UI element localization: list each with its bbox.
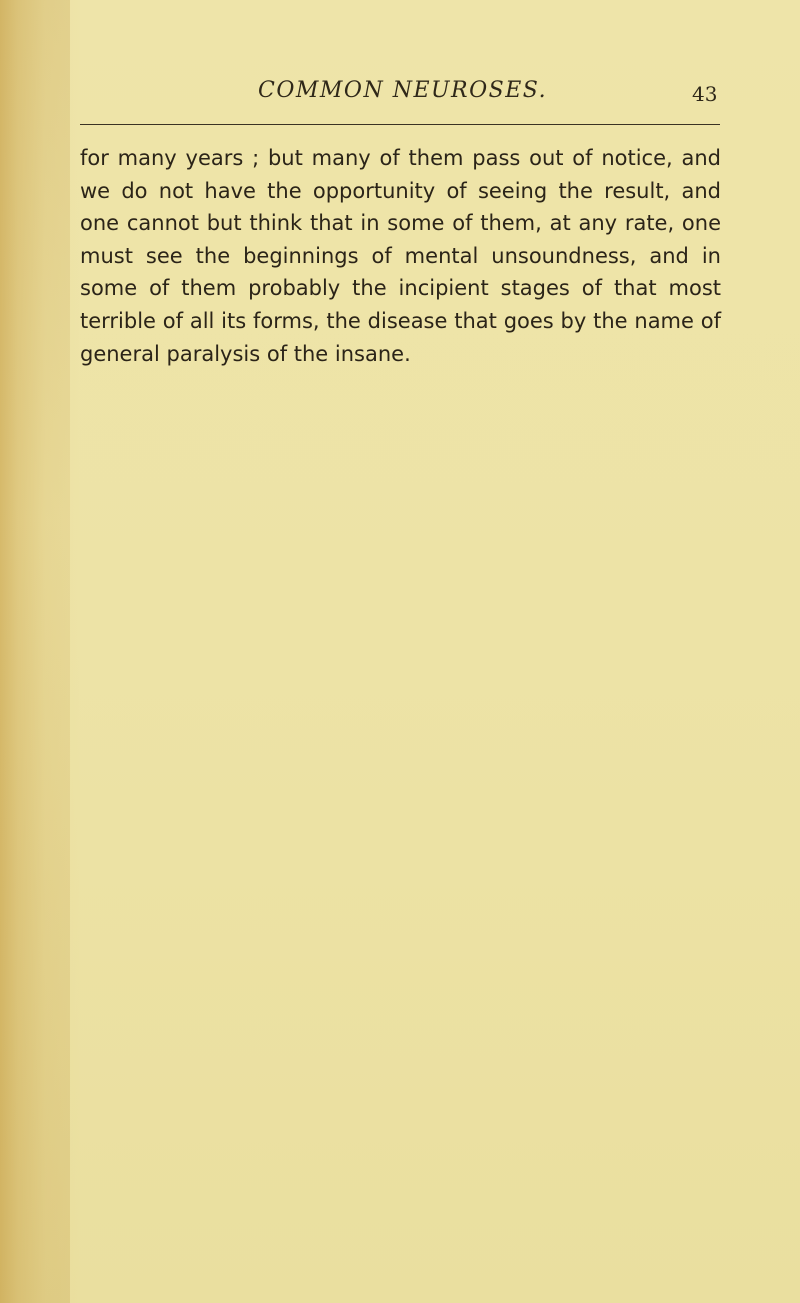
running-head [0,78,800,108]
page-edge-discoloration [0,0,70,1303]
body-paragraph: for many years ; but many of them pass out of notice, and we do not have the opportunity of seeing the result, and one cannot but think that in some of them, at any rate, one must see the beginnings of mental unsoundness, and in some of them probably the incipient stages of that most terrible of all its forms, the disease that goes by the name of general paralysis of the insane. [80,146,721,366]
running-title: COMMON NEUROSES. [258,78,548,103]
page-number: 43 [692,82,718,106]
header-rule [80,124,720,125]
